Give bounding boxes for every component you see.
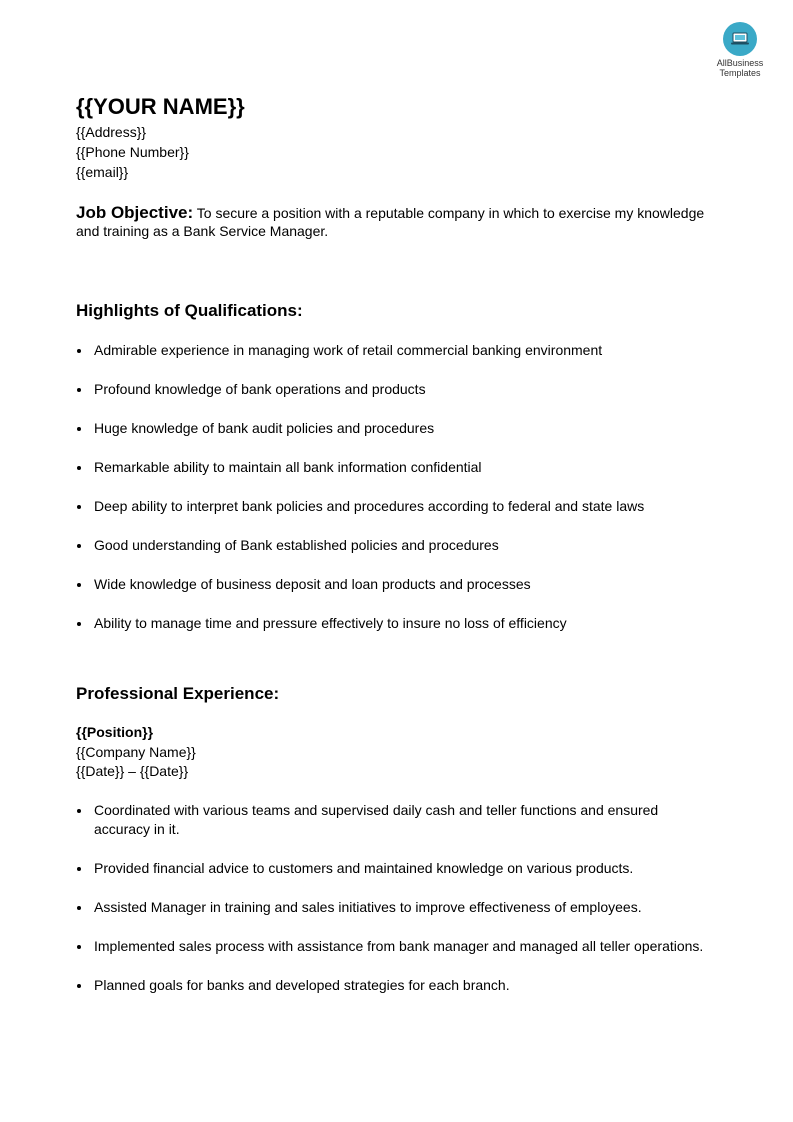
list-item: Deep ability to interpret bank policies and procedures according to federal and state laws [76, 497, 716, 516]
list-item: Good understanding of Bank established policies and procedures [76, 536, 716, 555]
job-block [76, 723, 716, 782]
list-item: Remarkable ability to maintain all bank information confidential [76, 458, 716, 477]
job-dates: {{Date}} – {{Date}} [76, 763, 189, 779]
allbusiness-templates-logo [712, 22, 768, 78]
list-item: Assisted Manager in training and sales initiatives to improve effectiveness of employees. [76, 898, 716, 917]
list-item: Huge knowledge of bank audit policies and procedures [76, 419, 716, 438]
list-item: Ability to manage time and pressure effectively to insure no loss of efficiency [76, 614, 716, 633]
list-item: Profound knowledge of bank operations and products [76, 380, 716, 399]
job-objective-text: To secure a position with a reputable company in which to exercise my knowledge and training as a Bank Service Manager. [76, 205, 705, 239]
logo-text-line1: AllBusiness [716, 58, 764, 68]
list-item: Provided financial advice to customers and maintained knowledge on various products. [76, 859, 716, 878]
job-position: {{Position}} [76, 724, 154, 740]
logo-text-line2: Templates [719, 68, 761, 78]
resume-page [76, 92, 716, 1015]
resume-name: {{YOUR NAME}} [76, 94, 245, 119]
job-objective [76, 204, 716, 240]
phone-line: {{Phone Number}} [76, 144, 189, 160]
experience-heading: Professional Experience: [76, 684, 280, 703]
job-objective-label: Job Objective: [76, 203, 194, 222]
list-item: Wide knowledge of business deposit and loan products and processes [76, 575, 716, 594]
email-line: {{email}} [76, 164, 129, 180]
qualifications-list [76, 341, 716, 633]
list-item: Admirable experience in managing work of retail commercial banking environment [76, 341, 716, 360]
list-item: Planned goals for banks and developed strategies for each branch. [76, 976, 716, 995]
company-name: {{Company Name}} [76, 743, 196, 760]
experience-list [76, 801, 716, 995]
list-item: Implemented sales process with assistance from bank manager and managed all teller operations. [76, 937, 716, 956]
address-line: {{Address}} [76, 124, 147, 140]
laptop-icon [723, 22, 757, 56]
list-item: Coordinated with various teams and supervised daily cash and teller functions and ensured accuracy in it. [76, 801, 716, 839]
qualifications-heading: Highlights of Qualifications: [76, 301, 303, 320]
